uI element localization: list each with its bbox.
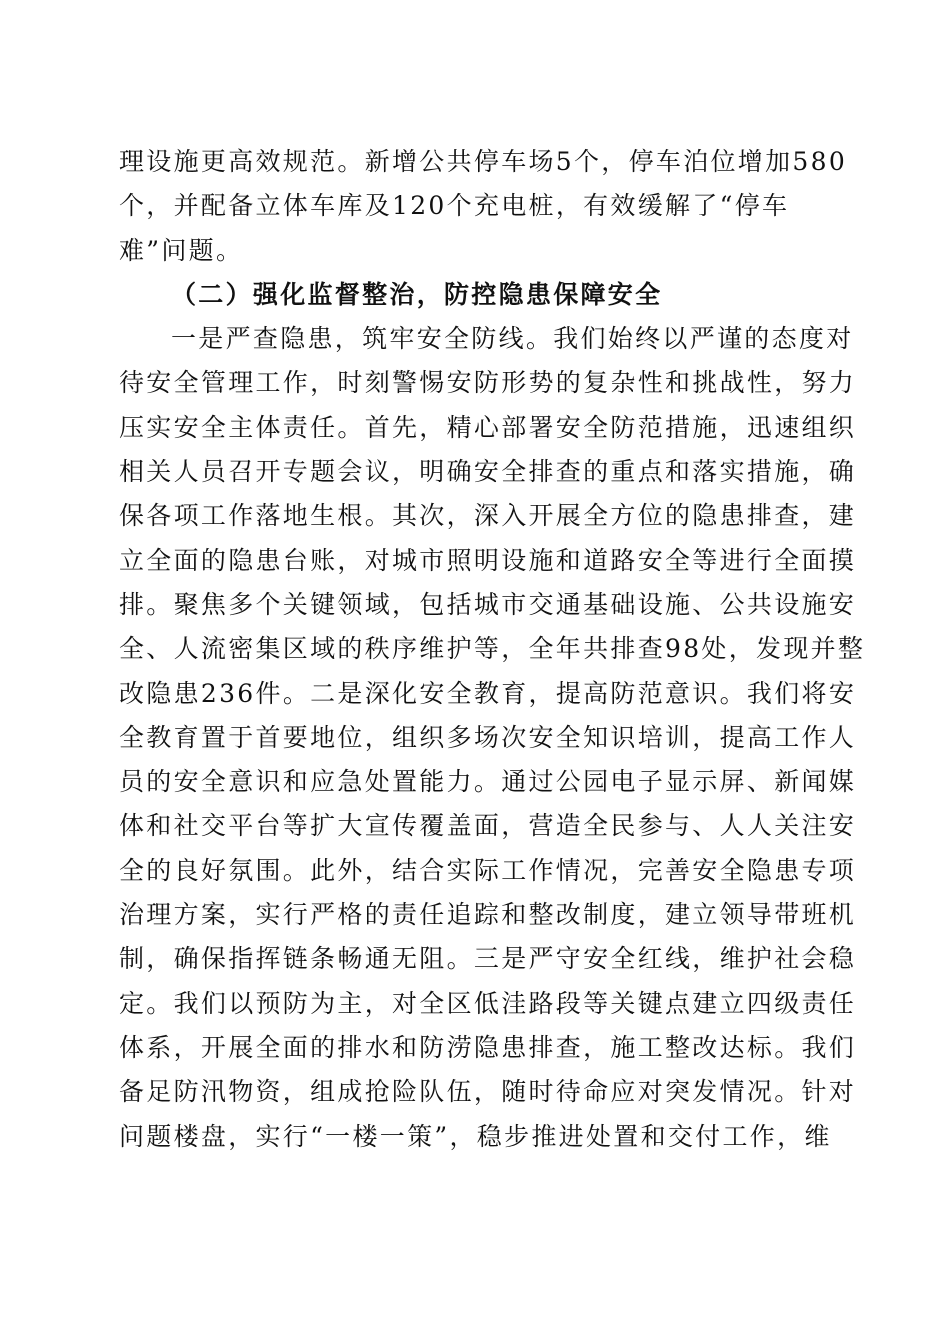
section-heading: （二）强化监督整治，防控隐患保障安全 <box>171 279 663 309</box>
body-line: 全的良好氛围。此外，结合实际工作情况，完善安全隐患专项 <box>119 855 857 885</box>
body-line: 改隐患236件。二是深化安全教育，提高防范意识。我们将安 <box>119 678 857 708</box>
body-line: 难”问题。 <box>119 235 244 265</box>
body-line: 问题楼盘，实行“一楼一策”，稳步推进处置和交付工作，维 <box>119 1121 832 1151</box>
body-line: 全、人流密集区域的秩序维护等，全年共排查98处，发现并整 <box>119 634 866 664</box>
body-line: 保各项工作落地生根。其次，深入开展全方位的隐患排查，建 <box>119 501 857 531</box>
body-line: 压实安全主体责任。首先，精心部署安全防范措施，迅速组织 <box>119 412 857 442</box>
paragraph-first-line: 一是严查隐患，筑牢安全防线。我们始终以严谨的态度对 <box>171 324 854 354</box>
body-line: 定。我们以预防为主，对全区低洼路段等关键点建立四级责任 <box>119 988 857 1018</box>
body-line: 备足防汛物资，组成抢险队伍，随时待命应对突发情况。针对 <box>119 1077 857 1107</box>
body-line: 相关人员召开专题会议，明确安全排查的重点和落实措施，确 <box>119 457 857 487</box>
body-line: 体和社交平台等扩大宣传覆盖面，营造全民参与、人人关注安 <box>119 811 857 841</box>
body-line: 全教育置于首要地位，组织多场次安全知识培训，提高工作人 <box>119 722 857 752</box>
body-line: 员的安全意识和应急处置能力。通过公园电子显示屏、新闻媒 <box>119 767 857 797</box>
body-line: 个，并配备立体车库及120个充电桩，有效缓解了“停车 <box>119 191 790 221</box>
document-body <box>119 140 866 1159</box>
body-line: 制，确保指挥链条畅通无阻。三是严守安全红线，维护社会稳 <box>119 944 857 974</box>
body-line: 立全面的隐患台账，对城市照明设施和道路安全等进行全面摸 <box>119 545 857 575</box>
body-line: 体系，开展全面的排水和防涝隐患排查，施工整改达标。我们 <box>119 1032 857 1062</box>
body-line: 治理方案，实行严格的责任追踪和整改制度，建立领导带班机 <box>119 900 857 930</box>
body-line: 排。聚焦多个关键领域，包括城市交通基础设施、公共设施安 <box>119 589 857 619</box>
body-line: 理设施更高效规范。新增公共停车场5个，停车泊位增加580 <box>119 147 848 176</box>
body-line: 待安全管理工作，时刻警惕安防形势的复杂性和挑战性，努力 <box>119 368 857 398</box>
